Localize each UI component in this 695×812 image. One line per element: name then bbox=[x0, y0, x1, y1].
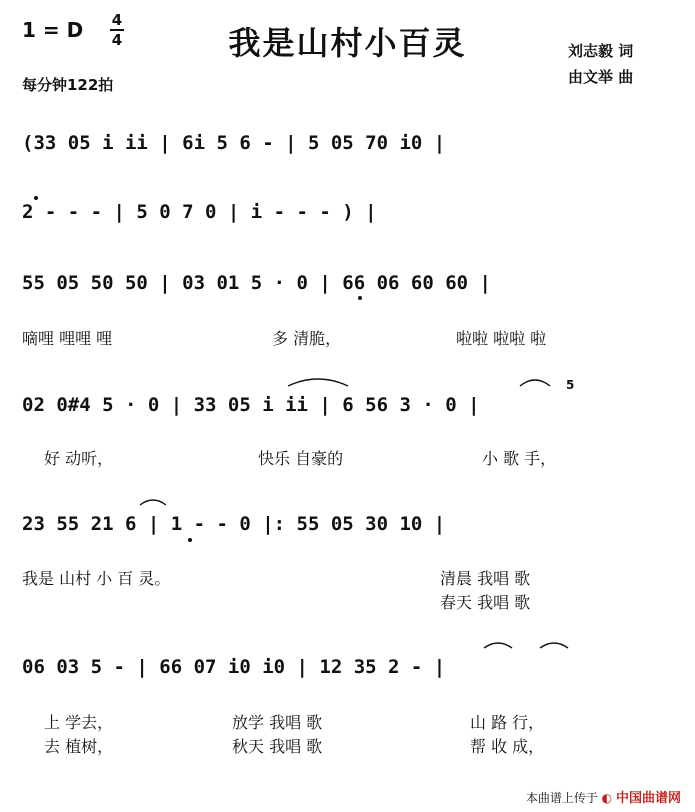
octave-dot bbox=[34, 196, 38, 200]
site-logo-icon: ◐ bbox=[601, 791, 613, 805]
slur-row-6-b bbox=[540, 643, 568, 648]
notation-row-1: (33 05 i ii | 6i 5 6 - | 5 05 70 i0 | bbox=[22, 132, 446, 154]
notation-row-4: 02 0#4 5 · 0 | 33 05 i ii | 6 56 3 · 0 | bbox=[22, 394, 480, 416]
notation-row-3: 55 05 50 50 | 03 01 5 · 0 | 66 06 60 60 | bbox=[22, 272, 491, 294]
lyric-row-4-b: 快乐 自豪的 bbox=[258, 449, 344, 468]
page-footer bbox=[526, 787, 681, 806]
lyric-row-5-c: 春天 我唱 歌 bbox=[440, 593, 531, 612]
lyric-row-5-b: 清晨 我唱 歌 bbox=[440, 569, 531, 588]
slur-row-6-a bbox=[484, 643, 512, 648]
slur-row-4-b bbox=[520, 380, 550, 386]
lyric-row-6-f: 帮 收 成， bbox=[470, 737, 545, 756]
key-signature: 1 = D bbox=[22, 18, 84, 42]
composer-credit: 由文举 曲 bbox=[568, 68, 634, 86]
slur-row-5 bbox=[140, 500, 166, 505]
lyric-row-6-a: 上 学去， bbox=[44, 713, 114, 732]
footer-site: 中国曲谱网 bbox=[615, 791, 681, 806]
tempo-marking: 每分钟122拍 bbox=[22, 76, 114, 94]
lyric-row-4-a: 好 动听， bbox=[44, 449, 114, 468]
lyric-row-3-a: 嘀哩 哩哩 哩 bbox=[22, 329, 113, 348]
slur-row-4-a bbox=[288, 379, 348, 386]
footer-uploader: 本曲谱上传于 bbox=[525, 791, 598, 805]
lyric-row-6-e: 秋天 我唱 歌 bbox=[232, 737, 323, 756]
notation-row-6: 06 03 5 - | 66 07 i0 i0 | 12 35 2 - | bbox=[22, 656, 446, 678]
lyric-row-3-c: 啦啦 啦啦 啦 bbox=[456, 329, 547, 348]
lyric-row-4-c: 小 歌 手， bbox=[482, 449, 557, 468]
lyric-row-6-c: 山 路 行， bbox=[470, 713, 545, 732]
song-title: 我是山村小百灵 bbox=[228, 24, 467, 62]
meter-bottom: 4 bbox=[111, 31, 123, 49]
notation-row-5: 23 55 21 6 | 1 - - 0 |: 55 05 30 10 | bbox=[22, 513, 446, 535]
notation-row-2: 2 - - - | 5 0 7 0 | i - - - ) | bbox=[22, 201, 377, 223]
octave-dot bbox=[358, 296, 362, 300]
lyricist-credit: 刘志毅 词 bbox=[568, 42, 634, 60]
lyric-row-6-b: 放学 我唱 歌 bbox=[232, 713, 323, 732]
octave-dot bbox=[188, 538, 192, 542]
lyric-row-5-a: 我是 山村 小 百 灵。 bbox=[22, 569, 171, 588]
lyric-row-3-b: 多 清脆， bbox=[272, 329, 342, 348]
lyric-row-6-d: 去 植树， bbox=[44, 737, 114, 756]
meter-top: 4 bbox=[111, 11, 123, 29]
grace-note: 5 bbox=[566, 378, 575, 392]
